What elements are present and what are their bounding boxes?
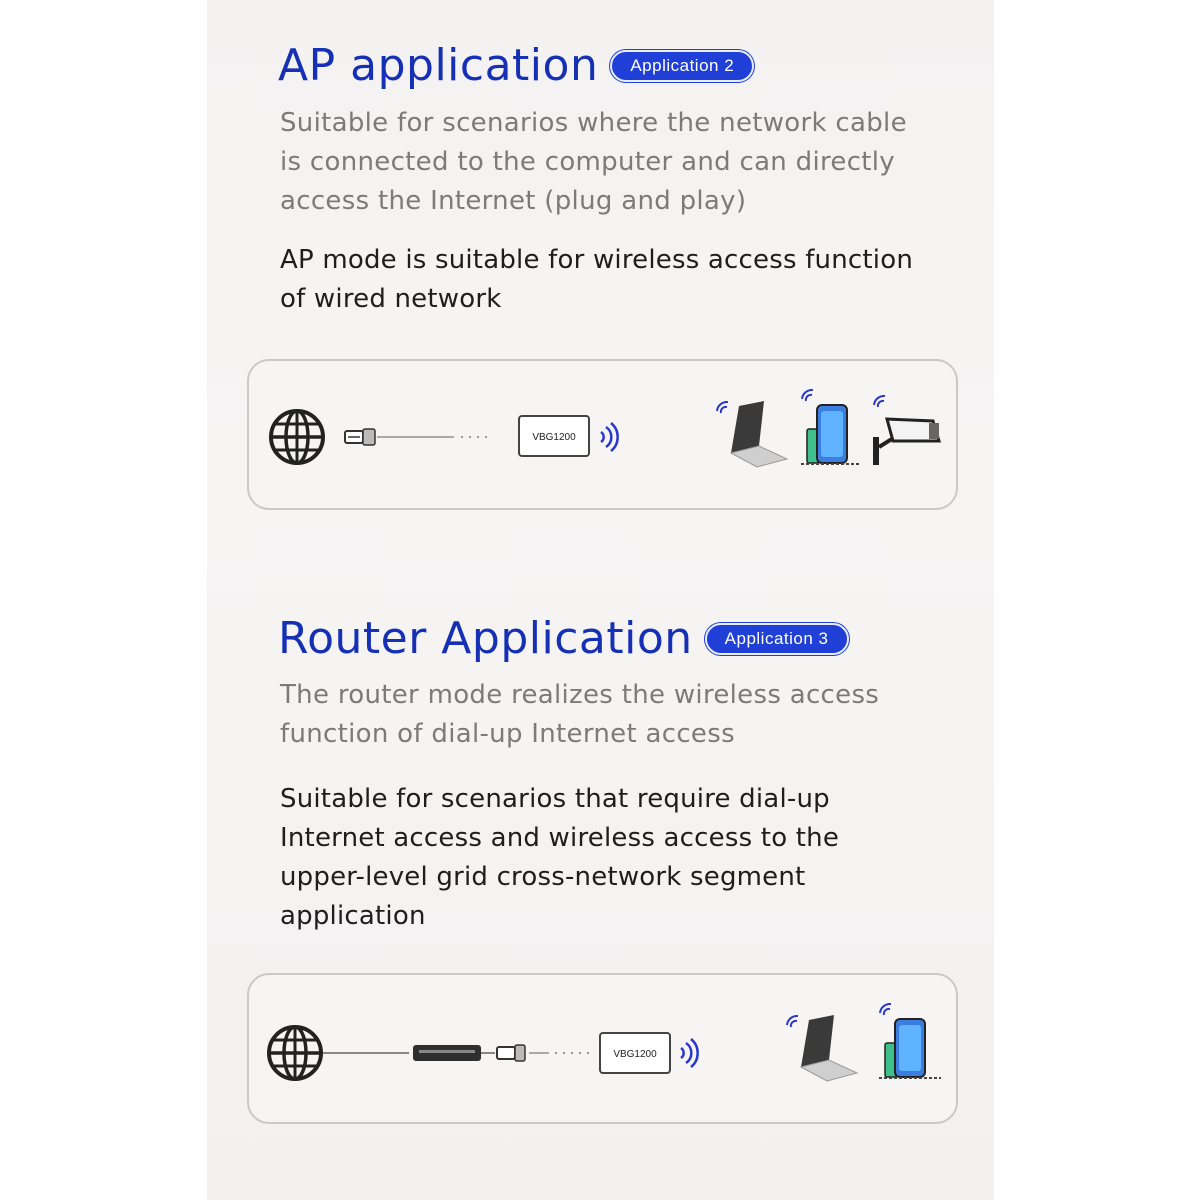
ethernet-connector-icon [345, 429, 375, 445]
section1-detail-line: of wired network [280, 284, 502, 314]
section2-description-line: The router mode realizes the wireless access [280, 680, 880, 710]
router-mode-diagram [247, 973, 958, 1124]
section1-description-line: Suitable for scenarios where the network cable [280, 108, 907, 138]
section2-description-line: function of dial-up Internet access [280, 719, 735, 749]
section1-description-line: is connected to the computer and can directly [280, 147, 895, 177]
section1-heading [278, 40, 754, 91]
vbg1200-device [519, 416, 589, 456]
ap-mode-diagram [247, 359, 958, 510]
section1-detail [280, 241, 970, 319]
section1-description-line: access the Internet (plug and play) [280, 186, 747, 216]
section1-title: AP application [278, 40, 599, 91]
section2-detail-line: Internet access and wireless access to the [280, 823, 840, 853]
section2-title: Router Application [278, 613, 693, 664]
section2-detail-line: Suitable for scenarios that require dial-up [280, 784, 830, 814]
device-label: VBG1200 [532, 432, 576, 443]
section2-detail-line: upper-level grid cross-network segment [280, 862, 806, 892]
section2-detail [280, 780, 970, 936]
wireless-signal-icon [681, 1039, 698, 1067]
section2-detail-line: application [280, 901, 426, 931]
section1-badge: Application 2 [610, 50, 754, 82]
smartphone-icon [879, 1004, 941, 1078]
ethernet-connector-icon [497, 1045, 525, 1061]
smartphone-icon [801, 390, 859, 464]
device-label: VBG1200 [613, 1049, 657, 1060]
section2-badge: Application 3 [705, 623, 849, 655]
security-camera-icon [873, 396, 939, 465]
wireless-signal-icon [601, 423, 618, 451]
section2-description [280, 676, 960, 754]
section2-heading [278, 613, 849, 664]
vbg1200-device [600, 1033, 670, 1073]
section1-detail-line: AP mode is suitable for wireless access function [280, 245, 914, 275]
section1-description [280, 104, 960, 221]
laptop-icon [787, 1015, 857, 1081]
globe-icon [269, 1027, 321, 1079]
laptop-icon [717, 401, 787, 467]
router-icon [413, 1045, 481, 1061]
globe-icon [271, 411, 323, 463]
